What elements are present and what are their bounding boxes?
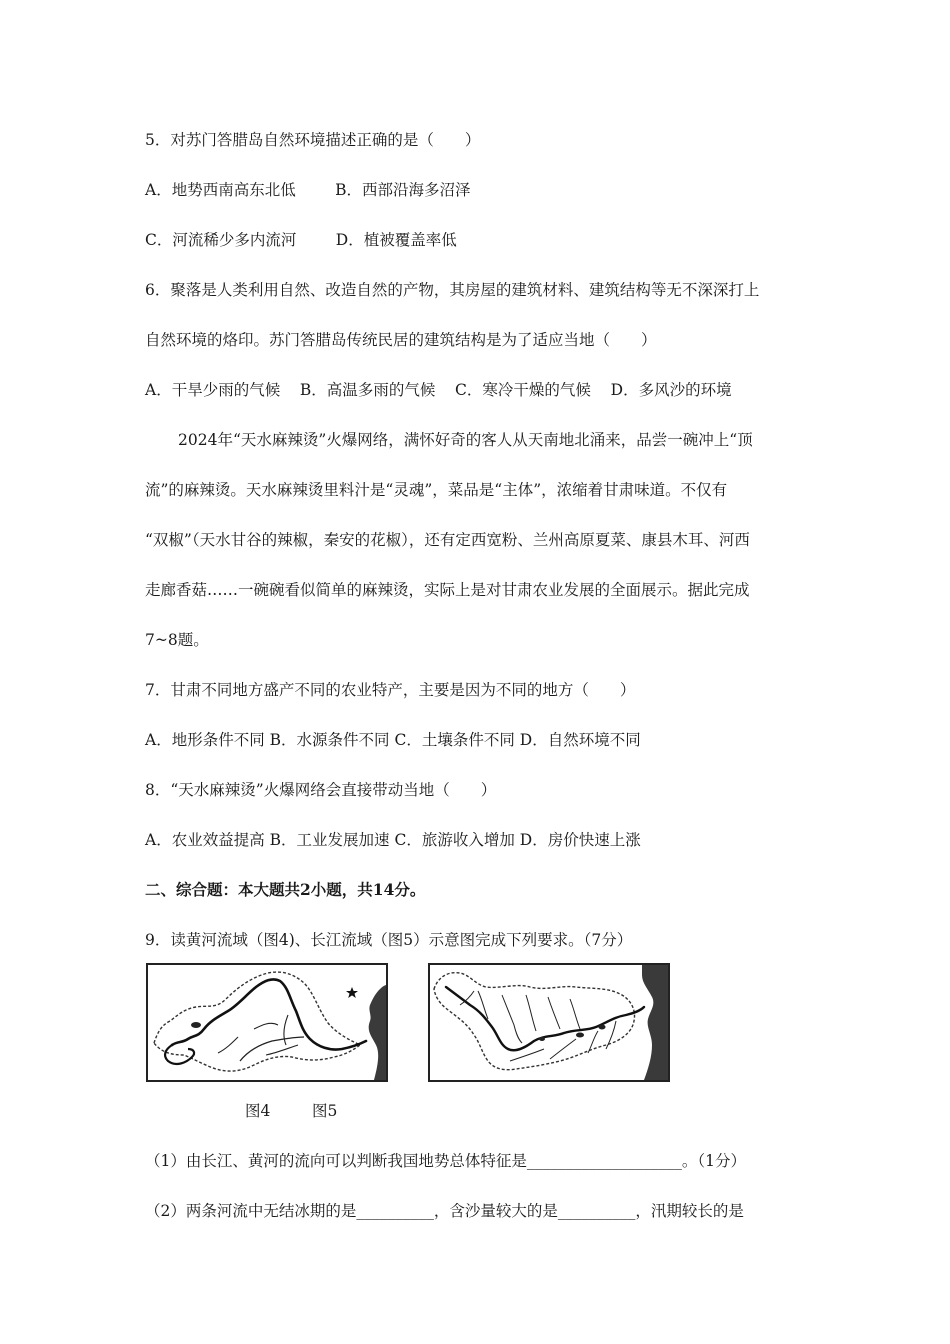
q7-option-c[interactable]: C．土壤条件不同 (394, 731, 515, 749)
figure4-caption: 图4 (245, 1102, 271, 1120)
yangtze-river-basin-map (428, 963, 670, 1082)
passage-line5: 7~8题。 (145, 631, 209, 649)
q5-option-b[interactable]: B．西部沿海多沼泽 (335, 181, 471, 199)
q8-option-b[interactable]: B．工业发展加速 (269, 831, 390, 849)
q5-options-row2 (145, 230, 457, 250)
q9-sub2: （2）两条河流中无结冰期的是__________，含沙量较大的是__________，汛期较长的是 (145, 1202, 744, 1220)
q9-stem: 9．读黄河流域（图4)、长江流域（图5）示意图完成下列要求。（7分） (145, 931, 633, 949)
q6-option-c[interactable]: C．寒冷干燥的气候 (455, 381, 591, 399)
q6-stem-line1: 6．聚落是人类利用自然、改造自然的产物，其房屋的建筑材料、建筑结构等无不深深打上 (145, 281, 760, 299)
q7-option-d[interactable]: D．自然环境不同 (519, 731, 641, 749)
q7-option-b[interactable]: B．水源条件不同 (269, 731, 390, 749)
passage-line4: 走廊香菇……一碗碗看似简单的麻辣烫，实际上是对甘肃农业发展的全面展示。据此完成 (145, 581, 750, 599)
q5-stem: 5．对苏门答腊岛自然环境描述正确的是（ ） (145, 131, 481, 149)
q6-option-d[interactable]: D．多风沙的环境 (610, 381, 732, 399)
section2-heading: 二、综合题：本大题共2小题，共14分。 (145, 880, 426, 899)
passage-line3: “双椒”（天水甘谷的辣椒，秦安的花椒），还有定西宽粉、兰州高原夏菜、康县木耳、河西 (145, 531, 750, 549)
q5-options-row1 (145, 180, 471, 200)
q6-stem-line2: 自然环境的烙印。苏门答腊岛传统民居的建筑结构是为了适应当地（ ） (145, 331, 657, 349)
q7-option-a[interactable]: A．地形条件不同 (145, 731, 265, 749)
q6-option-a[interactable]: A．干旱少雨的气候 (145, 381, 281, 399)
q6-option-b[interactable]: B．高温多雨的气候 (299, 381, 436, 399)
q8-options (145, 830, 641, 850)
q8-option-d[interactable]: D．房价快速上涨 (519, 831, 641, 849)
q7-options (145, 730, 641, 750)
q7-stem: 7．甘肃不同地方盛产不同的农业特产，主要是因为不同的地方（ ） (145, 681, 636, 699)
passage-line1: 2024年“天水麻辣烫”火爆网络，满怀好奇的客人从天南地北涌来，品尝一碗冲上“顶 (178, 431, 753, 449)
yellow-river-map-drawing (148, 965, 386, 1080)
q8-stem: 8．“天水麻辣烫”火爆网络会直接带动当地（ ） (145, 781, 497, 799)
passage-line2: 流”的麻辣烫。天水麻辣烫里料汁是“灵魂”，菜品是“主体”，浓缩着甘肃味道。不仅有 (145, 481, 728, 499)
figure5-caption: 图5 (312, 1102, 338, 1120)
q8-option-c[interactable]: C．旅游收入增加 (394, 831, 515, 849)
yangtze-river-map-drawing (430, 965, 668, 1080)
q5-option-d[interactable]: D．植被覆盖率低 (335, 231, 457, 249)
yellow-river-basin-map (146, 963, 388, 1082)
q8-option-a[interactable]: A．农业效益提高 (145, 831, 265, 849)
q5-option-c[interactable]: C．河流稀少多内流河 (145, 231, 297, 249)
q9-sub1: （1）由长江、黄河的流向可以判断我国地势总体特征是____________________。（1分） (145, 1152, 746, 1170)
q5-option-a[interactable]: A．地势西南高东北低 (145, 181, 296, 199)
q6-options (145, 380, 732, 400)
